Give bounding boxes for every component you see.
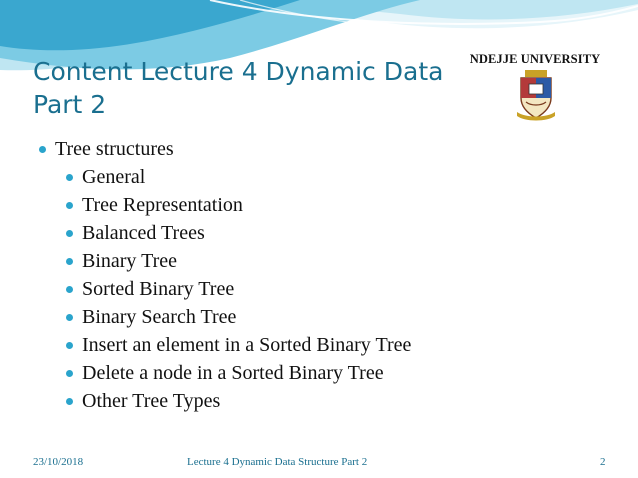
university-logo [461, 51, 609, 123]
bullet-tree-structures [39, 137, 174, 161]
university-crest-icon [513, 68, 559, 122]
slide-title-line-2: Part 2 [33, 90, 107, 119]
footer-title: Lecture 4 Dynamic Data Structure Part 2 [187, 456, 368, 468]
bullet-icon [66, 370, 73, 377]
slide-title [33, 55, 453, 121]
footer-date: 23/10/2018 [33, 456, 84, 468]
bullet-icon [39, 146, 46, 153]
sub-bullet-text: Other Tree Types [82, 389, 221, 412]
sub-bullet-text: Balanced Trees [82, 221, 205, 244]
sub-bullet-other-tree-types [66, 389, 220, 413]
sub-bullet-insert-element [66, 333, 411, 357]
sub-bullet-text: Insert an element in a Sorted Binary Tree [82, 333, 412, 356]
sub-bullet-text: General [82, 165, 146, 188]
bullet-icon [66, 174, 73, 181]
sub-bullet-text: Binary Tree [82, 249, 177, 272]
sub-bullet-text: Tree Representation [82, 193, 243, 216]
sub-bullet-text: Binary Search Tree [82, 305, 237, 328]
sub-bullet-sorted-binary-tree [66, 277, 234, 301]
sub-bullet-binary-search-tree [66, 305, 236, 329]
footer-page-number: 2 [600, 456, 606, 468]
bullet-icon [66, 258, 73, 265]
sub-bullet-delete-node [66, 361, 384, 385]
slide-title-line-1: Content Lecture 4 Dynamic Data [33, 57, 444, 86]
sub-bullet-binary-tree [66, 249, 177, 273]
bullet-icon [66, 230, 73, 237]
bullet-text: Tree structures [55, 137, 174, 160]
bullet-icon [66, 202, 73, 209]
bullet-icon [66, 398, 73, 405]
bullet-icon [66, 342, 73, 349]
sub-bullet-text: Sorted Binary Tree [82, 277, 235, 300]
logo-text: NDEJJE UNIVERSITY [469, 52, 601, 66]
bullet-icon [66, 286, 73, 293]
sub-bullet-balanced-trees [66, 221, 205, 245]
sub-bullet-tree-representation [66, 193, 243, 217]
sub-bullet-text: Delete a node in a Sorted Binary Tree [82, 361, 384, 384]
sub-bullet-general [66, 165, 145, 189]
bullet-icon [66, 314, 73, 321]
